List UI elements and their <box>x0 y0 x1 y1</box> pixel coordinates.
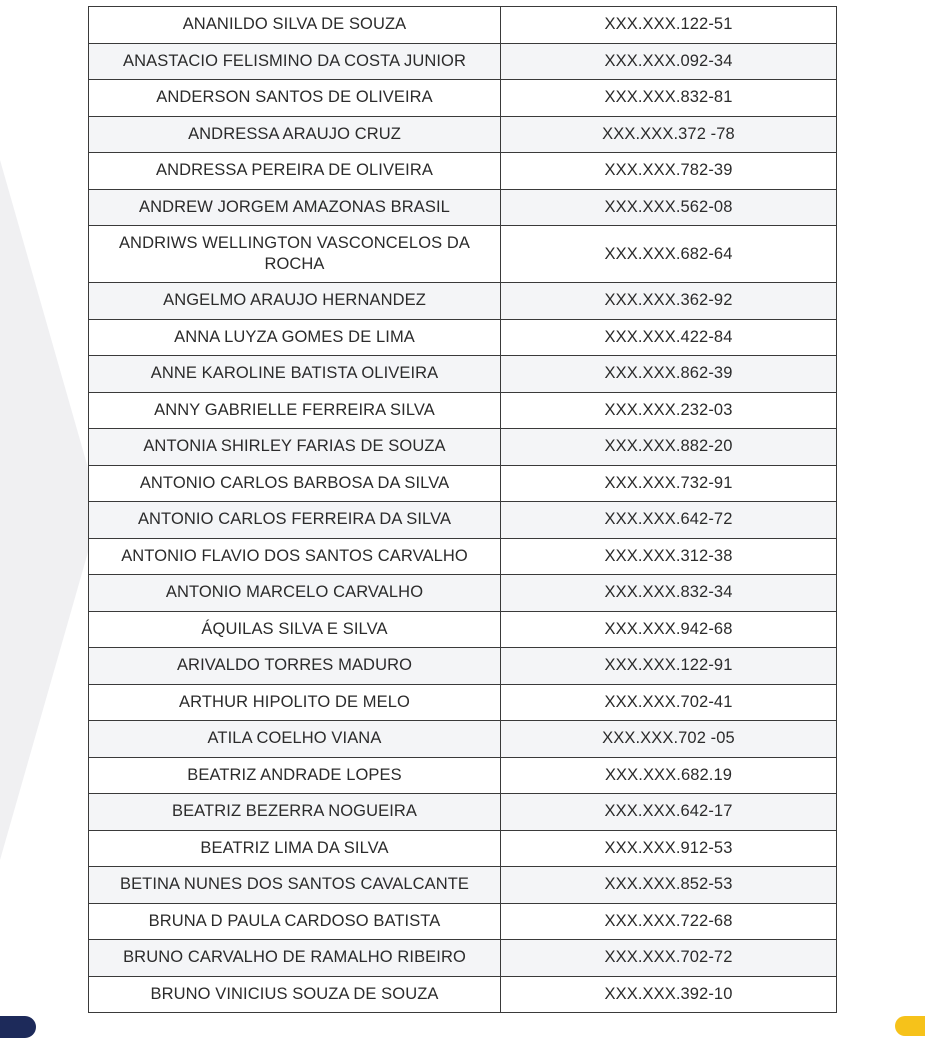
table-body <box>89 7 837 1013</box>
cpf-cell: XXX.XXX.942-68 <box>501 611 837 648</box>
cpf-cell: XXX.XXX.372 -78 <box>501 116 837 153</box>
table-row <box>89 319 837 356</box>
cpf-cell: XXX.XXX.732-91 <box>501 465 837 502</box>
table-row <box>89 575 837 612</box>
table-row <box>89 392 837 429</box>
table-row <box>89 502 837 539</box>
name-cell: ANDRESSA PEREIRA DE OLIVEIRA <box>89 153 501 190</box>
cpf-cell: XXX.XXX.702 -05 <box>501 721 837 758</box>
table-row <box>89 43 837 80</box>
cpf-cell: XXX.XXX.882-20 <box>501 429 837 466</box>
name-cell: ANTONIO CARLOS BARBOSA DA SILVA <box>89 465 501 502</box>
cpf-cell: XXX.XXX.852-53 <box>501 867 837 904</box>
table-row <box>89 648 837 685</box>
name-cell: BEATRIZ LIMA DA SILVA <box>89 830 501 867</box>
table-row <box>89 538 837 575</box>
name-cell: BRUNA D PAULA CARDOSO BATISTA <box>89 903 501 940</box>
cpf-cell: XXX.XXX.862-39 <box>501 356 837 393</box>
table-row <box>89 80 837 117</box>
name-cell: ANTONIO FLAVIO DOS SANTOS CARVALHO <box>89 538 501 575</box>
name-cell: ÁQUILAS SILVA E SILVA <box>89 611 501 648</box>
name-cell: BETINA NUNES DOS SANTOS CAVALCANTE <box>89 867 501 904</box>
name-cell: ANNE KAROLINE BATISTA OLIVEIRA <box>89 356 501 393</box>
name-cell: ANGELMO ARAUJO HERNANDEZ <box>89 283 501 320</box>
name-cell: BEATRIZ ANDRADE LOPES <box>89 757 501 794</box>
cpf-cell: XXX.XXX.122-51 <box>501 7 837 44</box>
table-row <box>89 867 837 904</box>
name-cell: ATILA COELHO VIANA <box>89 721 501 758</box>
name-cell: ANANILDO SILVA DE SOUZA <box>89 7 501 44</box>
cpf-cell: XXX.XXX.642-17 <box>501 794 837 831</box>
background-chevron-shape <box>0 160 100 860</box>
cpf-cell: XXX.XXX.642-72 <box>501 502 837 539</box>
cpf-cell: XXX.XXX.722-68 <box>501 903 837 940</box>
name-cell: ANNA LUYZA GOMES DE LIMA <box>89 319 501 356</box>
name-cell: ANTONIO MARCELO CARVALHO <box>89 575 501 612</box>
cpf-cell: XXX.XXX.832-34 <box>501 575 837 612</box>
table-row <box>89 794 837 831</box>
cpf-cell: XXX.XXX.392-10 <box>501 976 837 1013</box>
cpf-cell: XXX.XXX.232-03 <box>501 392 837 429</box>
table-row <box>89 611 837 648</box>
name-cell: ARIVALDO TORRES MADURO <box>89 648 501 685</box>
name-cell: ANTONIO CARLOS FERREIRA DA SILVA <box>89 502 501 539</box>
cpf-cell: XXX.XXX.702-72 <box>501 940 837 977</box>
table-row <box>89 7 837 44</box>
table-row <box>89 226 837 283</box>
cpf-cell: XXX.XXX.122-91 <box>501 648 837 685</box>
cpf-cell: XXX.XXX.782-39 <box>501 153 837 190</box>
table-row <box>89 976 837 1013</box>
cpf-cell: XXX.XXX.422-84 <box>501 319 837 356</box>
name-cell: ANASTACIO FELISMINO DA COSTA JUNIOR <box>89 43 501 80</box>
table-row <box>89 684 837 721</box>
table-row <box>89 356 837 393</box>
name-cell: ANDERSON SANTOS DE OLIVEIRA <box>89 80 501 117</box>
table-row <box>89 940 837 977</box>
table-row <box>89 283 837 320</box>
cpf-cell: XXX.XXX.832-81 <box>501 80 837 117</box>
table-row <box>89 903 837 940</box>
table-row <box>89 429 837 466</box>
name-cell: ANDRESSA ARAUJO CRUZ <box>89 116 501 153</box>
cpf-cell: XXX.XXX.092-34 <box>501 43 837 80</box>
table-row <box>89 757 837 794</box>
table-row <box>89 189 837 226</box>
cpf-cell: XXX.XXX.702-41 <box>501 684 837 721</box>
table-row <box>89 153 837 190</box>
name-cpf-table <box>88 6 837 1013</box>
name-cpf-table-container <box>88 6 836 1013</box>
corner-blue-decoration <box>0 1016 36 1038</box>
cpf-cell: XXX.XXX.362-92 <box>501 283 837 320</box>
name-cell: BRUNO VINICIUS SOUZA DE SOUZA <box>89 976 501 1013</box>
cpf-cell: XXX.XXX.682-64 <box>501 226 837 283</box>
name-cell: ANDRIWS WELLINGTON VASCONCELOS DA ROCHA <box>89 226 501 283</box>
name-cell: ANDREW JORGEM AMAZONAS BRASIL <box>89 189 501 226</box>
table-row <box>89 830 837 867</box>
corner-yellow-decoration <box>895 1016 925 1036</box>
cpf-cell: XXX.XXX.682.19 <box>501 757 837 794</box>
name-cell: ARTHUR HIPOLITO DE MELO <box>89 684 501 721</box>
name-cell: ANTONIA SHIRLEY FARIAS DE SOUZA <box>89 429 501 466</box>
cpf-cell: XXX.XXX.562-08 <box>501 189 837 226</box>
table-row <box>89 721 837 758</box>
name-cell: ANNY GABRIELLE FERREIRA SILVA <box>89 392 501 429</box>
name-cell: BRUNO CARVALHO DE RAMALHO RIBEIRO <box>89 940 501 977</box>
table-row <box>89 465 837 502</box>
cpf-cell: XXX.XXX.912-53 <box>501 830 837 867</box>
name-cell: BEATRIZ BEZERRA NOGUEIRA <box>89 794 501 831</box>
table-row <box>89 116 837 153</box>
cpf-cell: XXX.XXX.312-38 <box>501 538 837 575</box>
